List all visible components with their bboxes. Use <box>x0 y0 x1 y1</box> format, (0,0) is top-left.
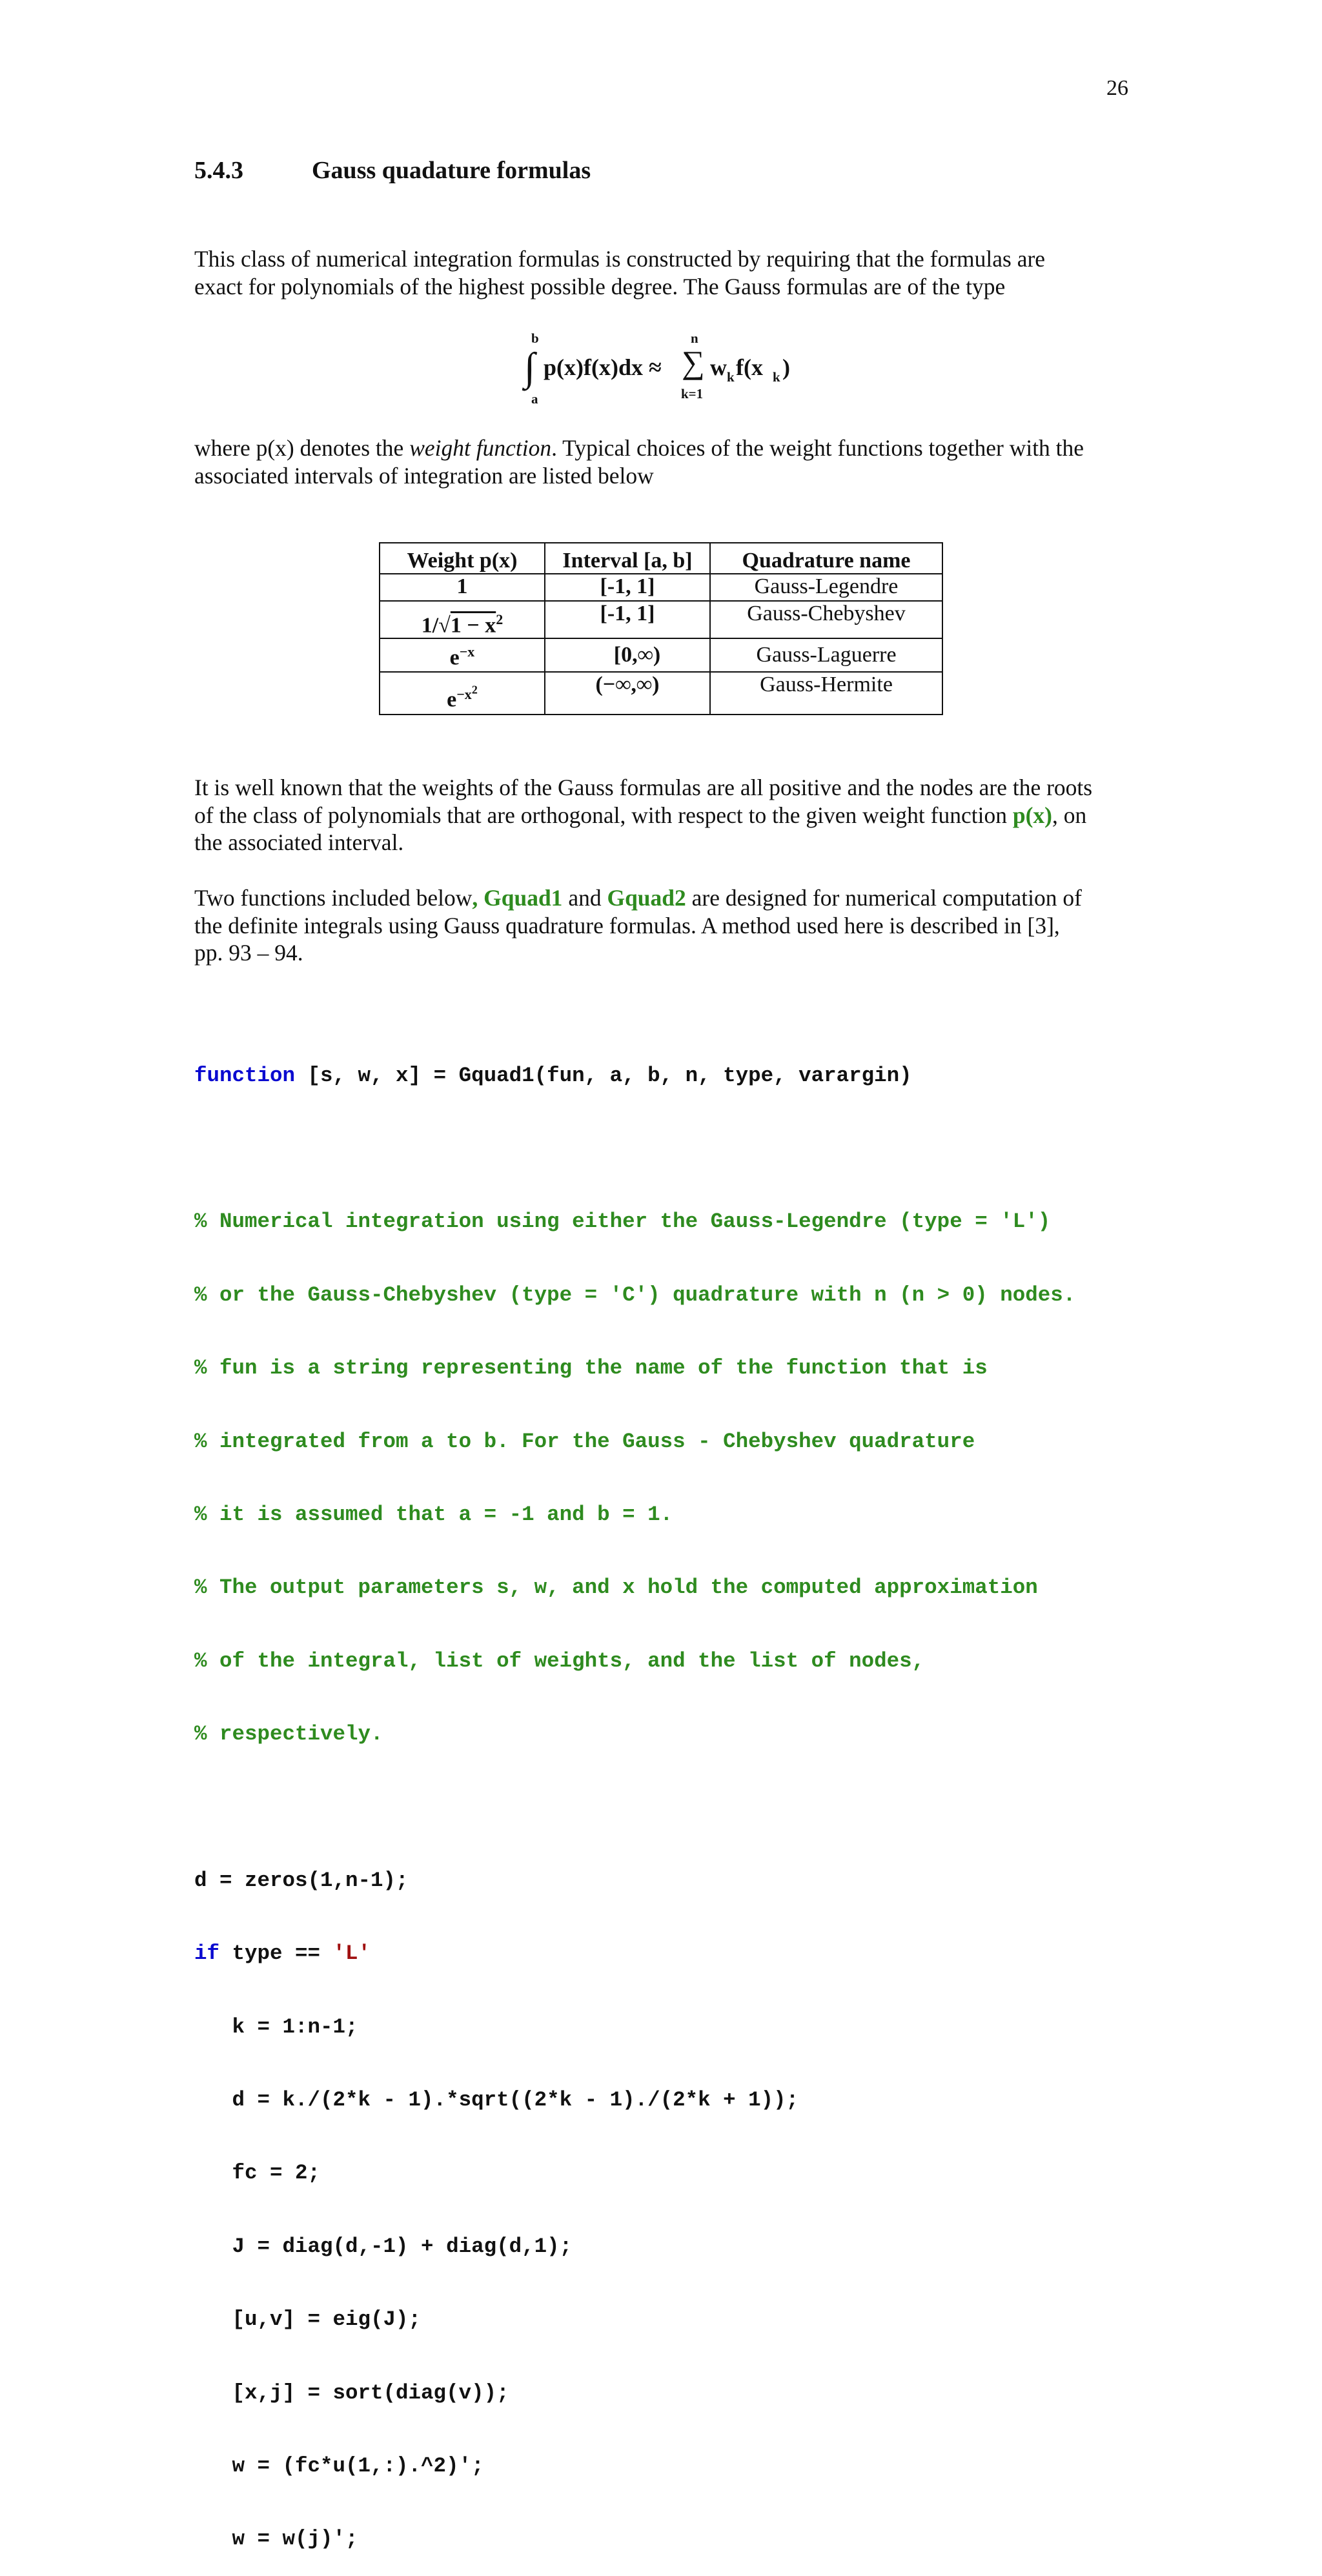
weight-exponent: −x <box>456 685 472 702</box>
weight-cell: 1 <box>380 574 545 601</box>
code-line: w = (fc*u(1,:).^2)'; <box>194 2454 484 2479</box>
interval-text: [0,∞) <box>613 643 661 667</box>
integral-upper-limit: b <box>531 330 539 346</box>
intro-line-1: This class of numerical integration formulas is constructed by requiring that the formulas are <box>194 246 1046 272</box>
weight-subscript: k <box>727 369 735 385</box>
if-condition: type == <box>219 1942 333 1966</box>
weight-text-before: where p(x) denotes the <box>194 435 410 461</box>
function-close: ) <box>782 354 790 380</box>
weight-base: e <box>447 688 457 712</box>
interval-cell: [-1, 1] <box>545 574 710 601</box>
blank-line <box>194 1796 1163 1820</box>
weight-text-emph: weight function <box>409 435 552 461</box>
weight-exponent: 2 <box>496 611 503 627</box>
code-line: d = k./(2*k - 1).*sqrt((2*k - 1)./(2*k + 1)); <box>194 2088 799 2113</box>
header-quadrature-name: Quadrature name <box>710 543 942 574</box>
function-signature <box>194 1064 1163 1088</box>
para3-line-1 <box>194 884 1137 912</box>
weight-radicand: 1 − x <box>450 613 496 637</box>
table-row <box>380 638 942 672</box>
para2-text-after: , on <box>1052 802 1087 828</box>
weight-cell <box>380 601 545 638</box>
if-keyword: if <box>194 1942 220 1966</box>
gquad2-highlight: Gquad2 <box>607 885 686 911</box>
code-line: d = zeros(1,n-1); <box>194 1868 409 1892</box>
sum-sign: ∑ <box>682 344 705 380</box>
section-title: Gauss quadature formulas <box>312 157 591 184</box>
code-line: w = w(j)'; <box>194 2527 358 2551</box>
weight-symbol: w <box>710 354 727 380</box>
integrand: p(x)f(x)dx ≈ <box>544 354 662 380</box>
weight-base: e <box>449 645 460 670</box>
para3-after: are designed for numerical computation of <box>686 885 1082 911</box>
code-line: k = 1:n-1; <box>194 2014 358 2039</box>
para2-line-2 <box>194 802 1137 829</box>
comment-line: % integrated from a to b. For the Gauss - Chebyshev quadrature <box>194 1429 975 1454</box>
weight-line-1 <box>194 434 1137 462</box>
function-signature-text: [s, w, x] = Gquad1(fun, a, b, n, type, varargin) <box>295 1063 912 1088</box>
weight-paragraph <box>194 434 1137 489</box>
table-row <box>380 574 942 601</box>
gauss-formula <box>516 330 813 408</box>
section-heading <box>194 156 591 185</box>
interval-cell <box>545 638 710 672</box>
comment-line: % The output parameters s, w, and x hold the computed approximation <box>194 1576 1038 1600</box>
para3-line-3: pp. 93 – 94. <box>194 940 303 966</box>
sum-lower-limit: k=1 <box>681 386 704 401</box>
para2-line-1: It is well known that the weights of the Gauss formulas are all positive and the nodes are the roots <box>194 775 1093 800</box>
weight-exponent: −x <box>459 644 475 660</box>
intro-paragraph <box>194 245 1137 300</box>
integral-lower-limit: a <box>531 391 538 407</box>
weight-cell <box>380 638 545 672</box>
name-cell: Gauss-Hermite <box>710 672 942 715</box>
comment-line: % fun is a string representing the name of the function that is <box>194 1356 988 1381</box>
interval-cell: (−∞,∞) <box>545 672 710 715</box>
positivity-paragraph <box>194 774 1137 857</box>
header-interval: Interval [a, b] <box>545 543 710 574</box>
sum-upper-limit: n <box>691 330 698 346</box>
weight-function-highlight: p(x) <box>1012 802 1052 828</box>
table-header-row <box>380 543 942 574</box>
weight-prefix: 1/√ <box>421 613 451 637</box>
section-number: 5.4.3 <box>194 157 243 184</box>
name-cell: Gauss-Legendre <box>710 574 942 601</box>
if-line <box>194 1942 1163 1966</box>
name-cell: Gauss-Chebyshev <box>710 601 942 638</box>
string-literal: 'L' <box>332 1942 371 1966</box>
function-open: f(x <box>736 354 763 380</box>
comment-line: % respectively. <box>194 1722 383 1747</box>
code-line: J = diag(d,-1) + diag(d,1); <box>194 2234 573 2258</box>
gquad1-highlight: , Gquad1 <box>472 885 563 911</box>
para3-mid: and <box>562 885 607 911</box>
code-line: [u,v] = eig(J); <box>194 2307 422 2332</box>
code-listing <box>194 1015 1163 2576</box>
weight-exponent-2: 2 <box>471 683 478 696</box>
function-keyword: function <box>194 1063 296 1088</box>
name-cell: Gauss-Laguerre <box>710 638 942 672</box>
comment-line: % it is assumed that a = -1 and b = 1. <box>194 1502 673 1526</box>
interval-cell: [-1, 1] <box>545 601 710 638</box>
header-weight: Weight p(x) <box>380 543 545 574</box>
table-row <box>380 601 942 638</box>
blank-line <box>194 1137 1163 1161</box>
comment-line: % or the Gauss-Chebyshev (type = 'C') quadrature with n (n > 0) nodes. <box>194 1283 1076 1307</box>
para2-line-3: the associated interval. <box>194 829 404 855</box>
code-line: fc = 2; <box>194 2161 321 2186</box>
integral-sign: ∫ <box>524 345 535 389</box>
weight-cell <box>380 672 545 715</box>
para3-text: Two functions included below <box>194 885 473 911</box>
weight-function-table <box>379 542 943 715</box>
comment-line: % Numerical integration using either the Gauss-Legendre (type = 'L') <box>194 1210 1051 1234</box>
weight-line-2: associated intervals of integration are listed below <box>194 462 654 489</box>
functions-paragraph <box>194 884 1137 967</box>
para3-line-2: the definite integrals using Gauss quadrature formulas. A method used here is described in [3], <box>194 912 1060 938</box>
node-subscript: k <box>773 369 780 385</box>
comment-line: % of the integral, list of weights, and the list of nodes, <box>194 1648 925 1673</box>
intro-line-2: exact for polynomials of the highest possible degree. The Gauss formulas are of the type <box>194 273 1006 299</box>
weight-text-after: . Typical choices of the weight functions together with the <box>551 435 1084 461</box>
code-line: [x,j] = sort(diag(v)); <box>194 2380 509 2405</box>
table-row <box>380 672 942 715</box>
para2-text: of the class of polynomials that are orthogonal, with respect to the given weight function <box>194 802 1013 828</box>
page-number: 26 <box>1106 76 1128 100</box>
